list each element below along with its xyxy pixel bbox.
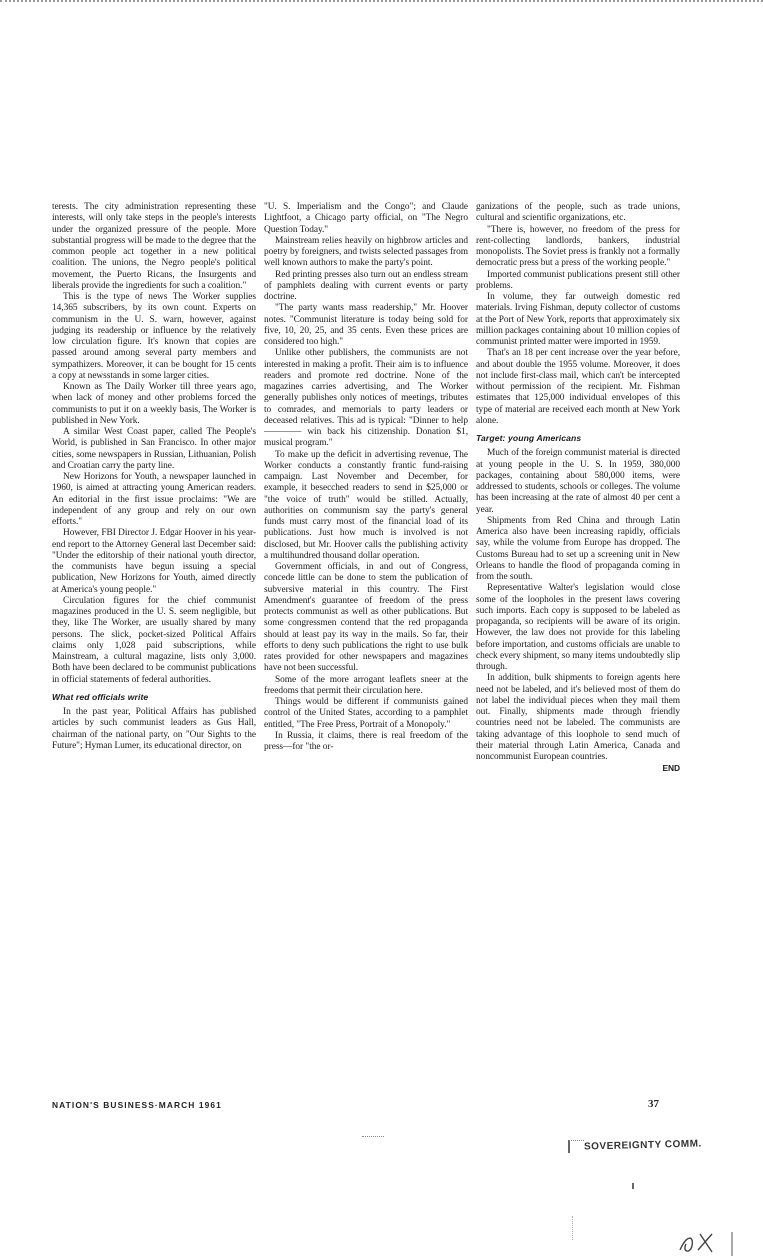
paragraph: Mainstream relies heavily on highbrow articles and poetry by foreigners, and twists selected passages from well known authors to make the party's point.: [264, 235, 468, 269]
article-column-1: [52, 202, 256, 752]
paragraph: In the past year, Political Affairs has published articles by such communist leaders as Gus Hall, chairman of the national party, on "Our Sights to the Future"; Hyman Lumer, its educational director, on: [52, 707, 256, 751]
section-heading-target-young: Target: young Americans: [476, 433, 582, 443]
sovereignty-stamp: SOVEREIGNTY COMM.: [583, 1138, 702, 1153]
paragraph: Shipments from Red China and through Latin America also have been increasing rapidly, officials say, while the volume from Europe has dropped. The Customs Bureau had to set up a screening unit in New Orleans to handle the flood of propaganda coming in from the south.: [476, 515, 680, 582]
article-column-3: [476, 202, 680, 775]
scan-edge-dots: [0, 0, 763, 5]
paragraph: Imported communist publications present still other problems.: [476, 269, 680, 291]
paragraph: "U. S. Imperialism and the Congo"; and Claude Lightfoot, a Chicago party official, on "The Negro Question Today.": [264, 202, 468, 235]
handwritten-mark-icon: [676, 1228, 736, 1256]
paragraph: In volume, they far outweigh domestic red materials. Irving Fishman, deputy collector of customs at the Port of New York, reports that approximately six million packages containing about 10 million copies of communist printed matter were imported in 1959.: [476, 292, 680, 347]
paragraph: Government officials, in and out of Congress, concede little can be done to stem the publication of subversive material in this country. The First Amendment's guarantee of freedom of the press protects communist as well as other publications. But some congressmen contend that the red propaganda should at least pay its way in the mails. So far, their efforts to deny such publications the right to use bulk rates provided for other newspapers and magazines have not been successful.: [264, 562, 468, 674]
paragraph: A similar West Coast paper, called The People's World, is published in San Francisco. In other major cities, some newspapers in Russian, Lithuanian, Polish and Croatian carry the party line.: [52, 427, 256, 471]
stamp-edge-mark: [568, 1140, 584, 1153]
paragraph: This is the type of news The Worker supplies 14,365 subscribers, by its own count. Experts on communism in the U. S. warn, however, against judging its readership or influence by the relatively low circulation figure. It's known that copies are passed around among several party members and sympathizers. Moreover, it can be bought for 15 cents a copy at newsstands in some larger cities.: [52, 292, 256, 381]
scan-mark: [362, 1136, 384, 1139]
paragraph: Some of the more arrogant leaflets sneer at the freedoms that permit their circulation here.: [264, 674, 468, 696]
paragraph: That's an 18 per cent increase over the year before, and about double the 1955 volume. Moreover, it does not include first-class mail, which can't be intercepted without permission of the recipient. Mr. Fishman estimates that 125,000 individual envelopes of this type of material are received each month at New York alone.: [476, 348, 680, 426]
paragraph: ganizations of the people, such as trade unions, cultural and scientific organizations, etc.: [476, 202, 680, 224]
page-number: 37: [648, 1098, 659, 1110]
publication-footer: NATION'S BUSINESS·MARCH 1961: [52, 1100, 222, 1110]
paragraph: However, FBI Director J. Edgar Hoover in his year-end report to the Attorney General last December said: "Under the editorship of their national youth director, the communists have begun issuing a special publication, New Horizons for Youth, aimed directly at America's young people.": [52, 528, 256, 595]
section-heading-red-officials: What red officials write: [52, 691, 149, 702]
paragraph: New Horizons for Youth, a newspaper launched in 1960, is aimed at attracting young American readers. An editorial in the first issue proclaims: "We are independent of any group and rely on our own efforts.": [52, 472, 256, 527]
scan-speck: [572, 1216, 595, 1240]
article-column-2: [264, 202, 468, 753]
paragraph: Much of the foreign communist material is directed at young people in the U. S. In 1959, 380,000 packages, containing about 580,000 items, were addressed to students, schools or colleges. The volume has been increasing at the rate of almost 40 per cent a year.: [476, 448, 680, 515]
paragraph: In Russia, it claims, there is real freedom of the press—for "the or-: [264, 730, 468, 752]
paragraph: Unlike other publishers, the communists are not interested in making a profit. Their aim is to influence readers and promote red doctrine. None of the magazines carries advertising, and The Worker generally publishes only notices of meetings, tributes to comrades, and memorials to party leaders or deceased relatives. This ad is typical: "Dinner to help ———— win back his citizenship. Donation $1, musical program.": [264, 348, 468, 449]
paragraph: Circulation figures for the chief communist magazines produced in the U. S. seem negligible, but they, like The Worker, are usually shared by many persons. The slick, pocket-sized Political Affairs claims only 1,028 paid subscriptions, while Mainstream, a cultural magazine, lists only 3,000. Both have been declared to be communist publications in official statements of federal authorities.: [52, 595, 256, 685]
paragraph: Representative Walter's legislation would close some of the loopholes in the present laws covering such imports. Each copy is supposed to be labeled as propaganda, so recipients will be aware of its origin. However, the law does not provide for this labeling before importation, and customs officials are unable to check every shipment, so many items undoubtedly slip through.: [476, 583, 680, 672]
paragraph: Things would be different if communists gained control of the United States, according to a pamphlet entitled, "The Free Press, Portrait of a Monopoly.": [264, 697, 468, 730]
paragraph: "There is, however, no freedom of the press for rent-collecting landlords, bankers, industrial monopolists. The Soviet press is frankly not a formally democratic press but a press of the working people.": [476, 224, 680, 269]
paragraph: Red printing presses also turn out an endless stream of pamphlets dealing with current events or party doctrine.: [264, 269, 468, 302]
scan-speck: [632, 1183, 644, 1189]
paragraph: Known as The Daily Worker till three years ago, when lack of money and other problems forced the communists to put it on a weekly basis, The Worker is published in New York.: [52, 382, 256, 426]
paragraph: To make up the deficit in advertising revenue, The Worker conducts a constantly frantic fund-raising campaign. Last November and December, for example, it besecched readers to send in $25,000 or "the voice of truth" would be stilled. Actually, authorities on communism say the party's general funds must carry most of the financial load of its publications. Just how much is involved is not disclosed, but Mr. Hoover calls the publishing activity a multihundred thousand dollar operation.: [264, 449, 468, 561]
end-mark: END: [662, 763, 680, 774]
paragraph: "The party wants mass readership," Mr. Hoover notes. "Communist literature is today being sold for five, 10, 20, 25, and 35 cents. Even these prices are considered too high.": [264, 303, 468, 347]
paragraph: In addition, bulk shipments to foreign agents here need not be labeled, and it's believed most of them do not label the individual pieces when they mail them out. Finally, shipments made through friendly countries need not be labeled. The communists are taking advantage of this loophole to send much of their material through Latin America, Canada and noncommunist European countries.: [476, 673, 680, 762]
paragraph: terests. The city administration representing these interests, will only take steps in the people's interests under the organized pressure of the people. More substantial progress will be made to the degree that the common people act together in a new political coalition. The unions, the Negro people's political movement, the Puerto Ricans, the Insurgents and liberals provide the ingredients for such a coalition.": [52, 202, 256, 291]
